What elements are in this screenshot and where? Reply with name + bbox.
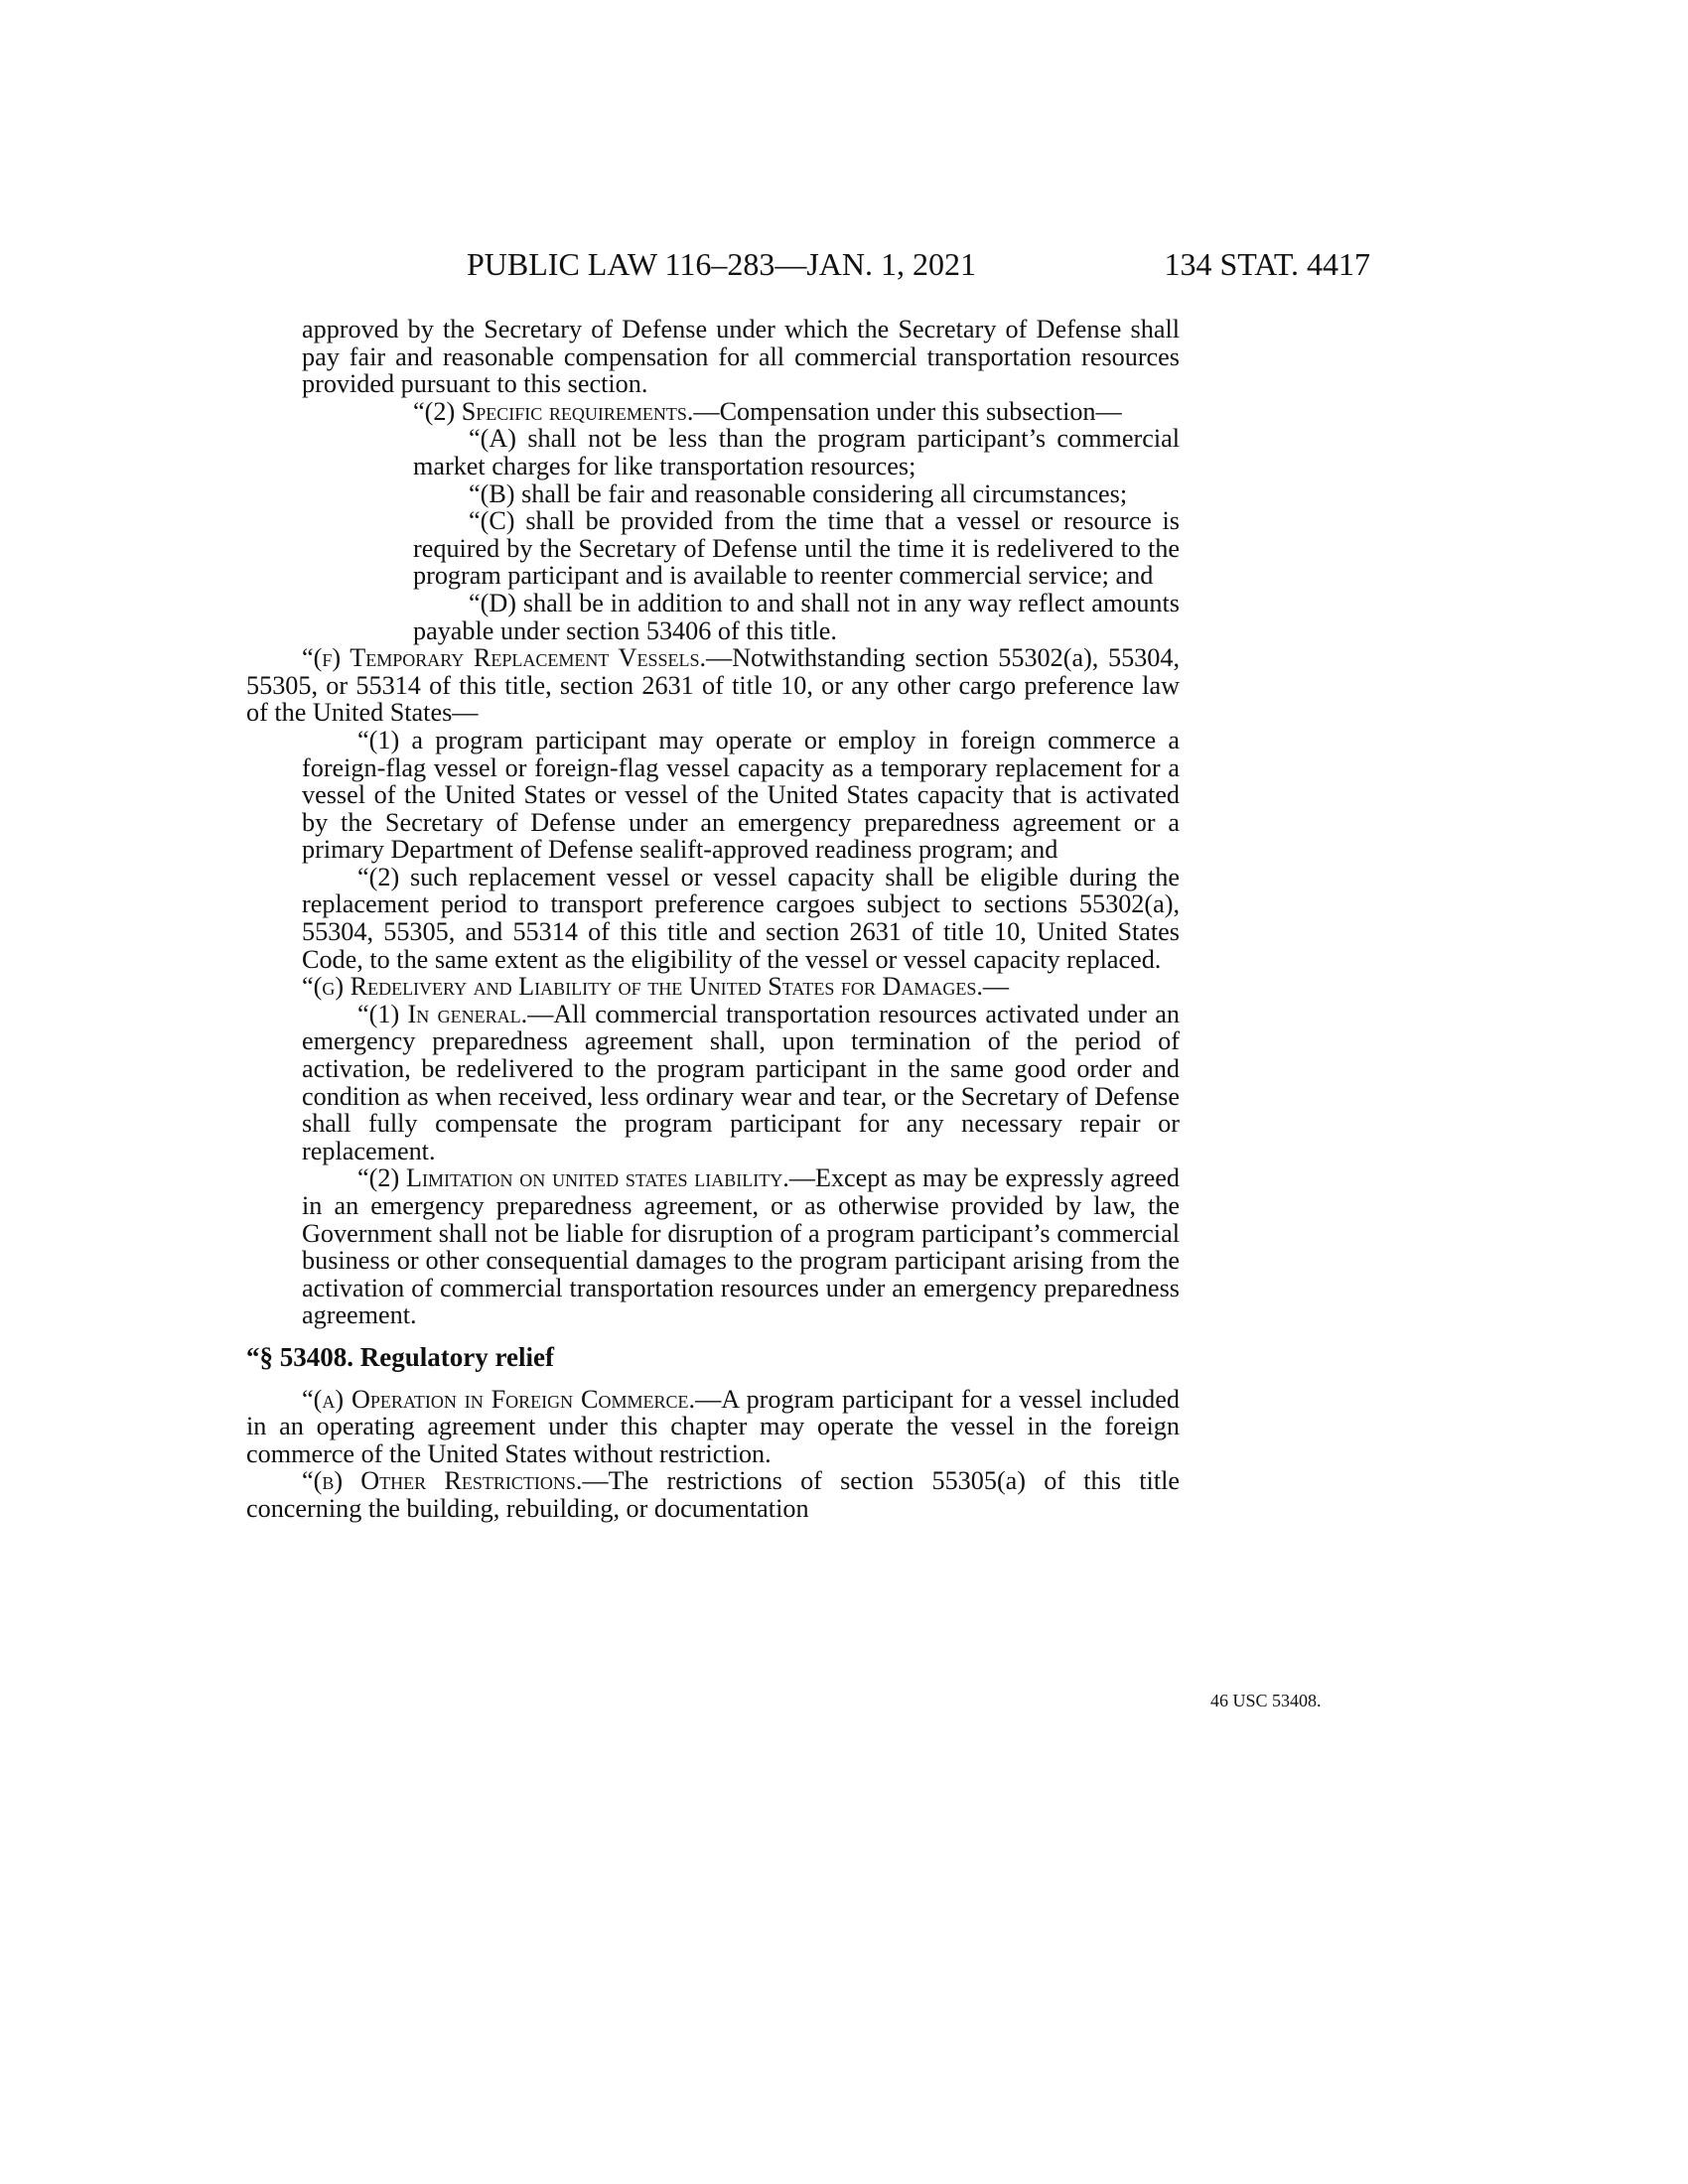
paragraph-text: —Except as may be expressly agreed in an emergency preparedness agreement, or as otherwise provided by law, the Government shall not be liable for disruption of a program participant’s commercial business or other consequential damages to the program participant arising from the activation of commercial transportation resources under an emergency preparedness agreement.: [302, 1163, 1180, 1330]
paragraph-f2: “(2) such replacement vessel or vessel capacity shall be eligible during the replacement period to transport preference cargoes subject to sections 55302(a), 55304, 55305, and 55314 of this title and section 2631 of title 10, United States Code, to the same extent as the eligibility of the vessel or vessel capacity replaced.: [302, 862, 1180, 974]
paragraph-g1: [302, 1001, 1180, 1165]
paragraph-g2: [302, 1164, 1180, 1329]
subsection-heading: “(g) Redelivery and Liability of the United States for Damages.: [302, 972, 983, 1002]
subsection-a: [246, 1386, 1180, 1468]
paragraph-specific-requirements: [302, 398, 1180, 426]
statute-page-number: 134 STAT. 4417: [1164, 246, 1370, 282]
subparagraph-b: “(B) shall be fair and reasonable considering all circumstances;: [469, 478, 1128, 508]
section-heading: “§ 53408. Regulatory relief: [246, 1341, 554, 1372]
usc-margin-note: 46 USC 53408.: [1210, 1691, 1322, 1710]
paragraph-text: —All commercial transportation resources activated under an emergency preparedness agreement shall, upon termination of the period of activation, be redelivered to the program participant in the same good order and condition as when received, less ordinary wear and tear, or the Secretary of Defense shall fully compensate the program participant for any necessary repair or replacement.: [302, 999, 1180, 1165]
subsection-text: —A program participant for a vessel included in an operating agreement under this chapter may operate the vessel in the foreign commerce of the United States without restriction.: [246, 1384, 1180, 1468]
paragraph-continuation: approved by the Secretary of Defense under which the Secretary of Defense shall pay fair and reasonable compensation for all commercial transportation resources provided pursuant to this section.: [302, 315, 1180, 399]
document-body: [246, 315, 1180, 1523]
subparagraph-d: “(D) shall be in addition to and shall not in any way reflect amounts payable under section 53406 of this title.: [413, 588, 1180, 645]
paragraph-heading: “(2) Specific requirements.: [413, 396, 694, 426]
subsection-heading: “(b) Other Restrictions.: [302, 1466, 583, 1496]
subsection-text: —: [982, 972, 1010, 1002]
paragraph-heading: “(2) Limitation on united states liability.: [357, 1163, 789, 1193]
subsection-g: [246, 973, 1180, 1001]
paragraph-text: —Compensation under this subsection—: [693, 396, 1122, 426]
running-head-title: PUBLIC LAW 116–283—JAN. 1, 2021: [467, 246, 976, 282]
subparagraph-a: “(A) shall not be less than the program participant’s commercial market charges for like transportation resources;: [413, 424, 1180, 480]
page-header: [467, 246, 1370, 286]
paragraph-heading: “(1) In general.: [357, 999, 528, 1028]
paragraph-f1: “(1) a program participant may operate or employ in foreign commerce a foreign-flag vessel or foreign-flag vessel capacity as a temporary replacement for a vessel of the United States or vessel of the United States capacity that is activated by the Secretary of Defense under an emergency preparedness agreement or a primary Department of Defense sealift-approved readiness program; and: [302, 725, 1180, 865]
subparagraph-c: “(C) shall be provided from the time that a vessel or resource is required by the Secretary of Defense until the time it is redelivered to the program participant and is available to reenter commercial service; and: [413, 506, 1180, 591]
subsection-text: —The restrictions of section 55305(a) of this title concerning the building, rebuilding, or documentation: [246, 1466, 1180, 1523]
subsection-f: [246, 644, 1180, 727]
subsection-heading: “(f) Temporary Replacement Vessels.: [302, 643, 707, 673]
subsection-text: —Notwithstanding section 55302(a), 55304, 55305, or 55314 of this title, section 2631 of title 10, or any other cargo preference law of the United States—: [246, 643, 1180, 728]
subsection-b: [246, 1467, 1180, 1522]
subsection-heading: “(a) Operation in Foreign Commerce.: [302, 1384, 696, 1414]
